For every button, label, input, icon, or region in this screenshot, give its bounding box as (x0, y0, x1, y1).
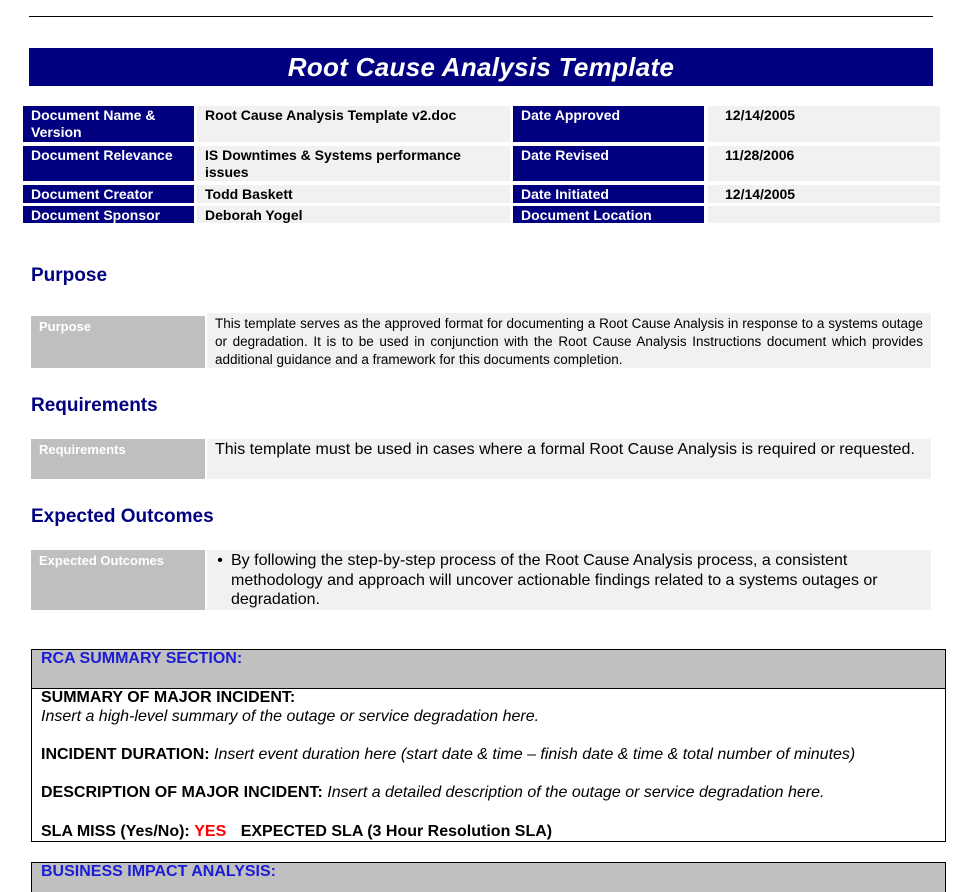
meta-label-date-initiated: Date Initiated (513, 185, 704, 203)
meta-label-date-revised: Date Revised (513, 146, 704, 181)
summary-label: SUMMARY OF MAJOR INCIDENT: (41, 689, 296, 706)
bullet-icon: • (217, 552, 223, 569)
meta-label-document-name: Document Name & Version (23, 106, 194, 142)
meta-value-document-location (708, 206, 940, 223)
purpose-text: This template serves as the approved format for documenting a Root Cause Analysis in response to a systems outage or degradation. It is to be used in conjunction with the Root Cause Analysis Instructions document which provides additional guidance and a framework for this documents completion. (207, 313, 931, 368)
document-title: Root Cause Analysis Template (29, 48, 933, 86)
summary-of-major-incident (41, 688, 295, 707)
summary-text: Insert a high-level summary of the outage or service degradation here. (41, 708, 540, 725)
expected-outcomes-text (207, 550, 931, 610)
meta-label-document-relevance: Document Relevance (23, 146, 194, 181)
meta-value-document-creator: Todd Baskett (197, 185, 510, 203)
duration-text: Insert event duration here (start date & time – finish date & time & total number of minutes) (214, 746, 856, 763)
purpose-label: Purpose (31, 316, 205, 368)
meta-label-document-sponsor: Document Sponsor (23, 206, 194, 223)
purpose-heading: Purpose (31, 265, 108, 286)
expected-outcomes-bullet-text: By following the step-by-step process of the Root Cause Analysis process, a consistent methodology and approach will uncover actionable findings related to a systems outages or degradation. (231, 552, 878, 608)
expected-outcomes-heading: Expected Outcomes (31, 506, 214, 527)
incident-duration (41, 745, 855, 764)
sla-line (41, 822, 552, 841)
sla-miss-label: SLA MISS (Yes/No): (41, 823, 190, 840)
expected-sla: EXPECTED SLA (3 Hour Resolution SLA) (240, 823, 553, 840)
description-label: DESCRIPTION OF MAJOR INCIDENT: (41, 784, 323, 801)
meta-value-date-initiated: 12/14/2005 (708, 185, 940, 203)
meta-label-date-approved: Date Approved (513, 106, 704, 142)
requirements-text: This template must be used in cases where a formal Root Cause Analysis is required or requested. (207, 439, 931, 479)
meta-value-date-revised: 11/28/2006 (708, 146, 940, 181)
requirements-label: Requirements (31, 439, 205, 479)
description-of-major-incident (41, 783, 824, 802)
meta-value-document-relevance: IS Downtimes & Systems performance issues (197, 146, 510, 181)
meta-value-date-approved: 12/14/2005 (708, 106, 940, 142)
sla-miss-value: YES (194, 823, 227, 840)
duration-label: INCIDENT DURATION: (41, 746, 210, 763)
top-rule (29, 16, 933, 17)
rca-summary-header: RCA SUMMARY SECTION: (32, 650, 945, 689)
business-impact-header: BUSINESS IMPACT ANALYSIS: (31, 862, 946, 892)
meta-value-document-sponsor: Deborah Yogel (197, 206, 510, 223)
expected-outcomes-label: Expected Outcomes (31, 550, 205, 610)
description-text: Insert a detailed description of the outage or service degradation here. (327, 784, 825, 801)
meta-label-document-location: Document Location (513, 206, 704, 223)
meta-label-document-creator: Document Creator (23, 185, 194, 203)
meta-value-document-name: Root Cause Analysis Template v2.doc (197, 106, 510, 142)
requirements-heading: Requirements (31, 395, 158, 416)
rca-summary-section (31, 649, 946, 842)
